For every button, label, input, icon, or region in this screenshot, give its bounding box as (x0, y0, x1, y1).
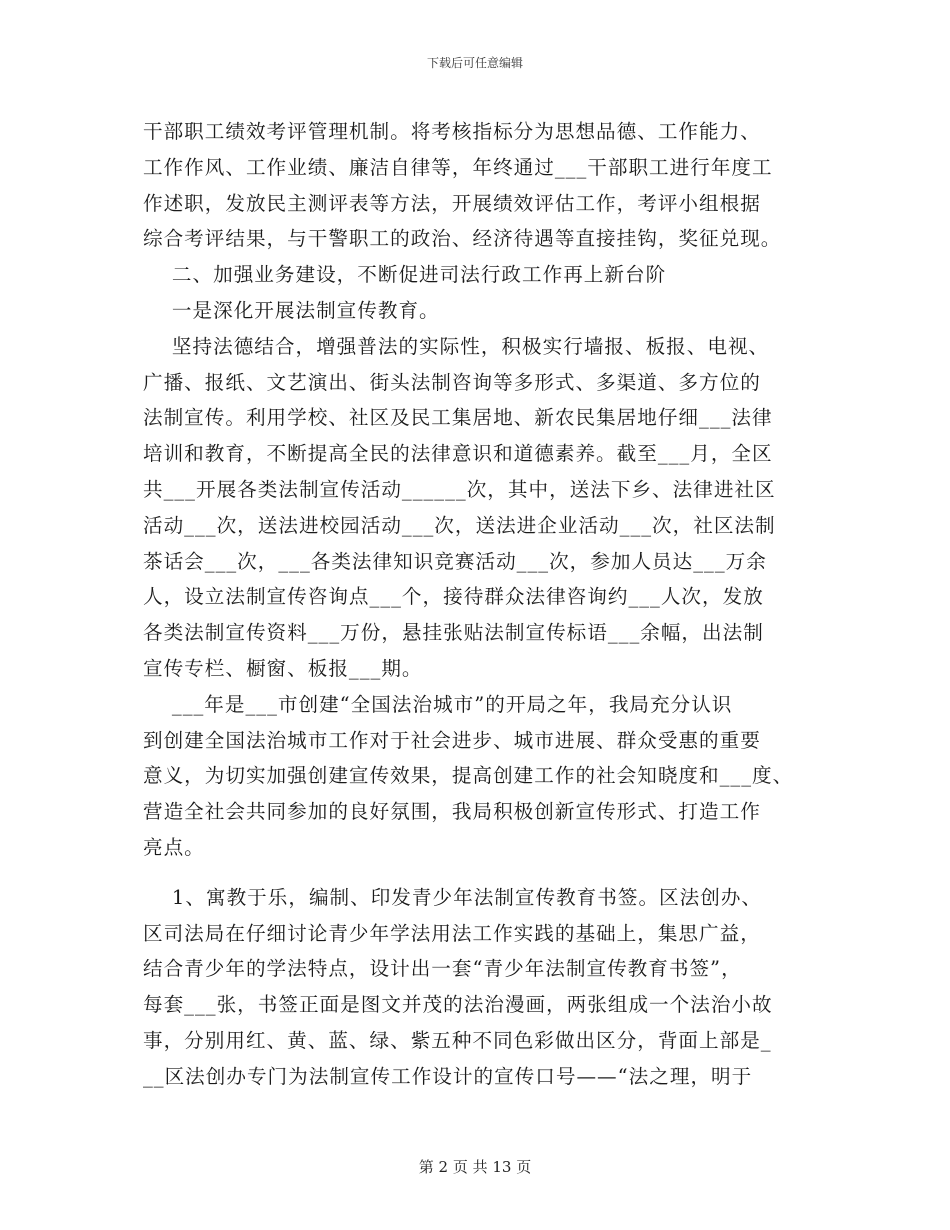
text-line: 各类法制宣传资料___万份，悬挂张贴法制宣传标语___余幅，出法制 (143, 621, 764, 645)
text-line: 共___开展各类法制宣传活动______次，其中，送法下乡、法律进社区 (143, 477, 776, 501)
text-line: ___年是___市创建“全国法治城市”的开局之年，我局充分认识 (143, 692, 733, 716)
text-line: 意义，为切实加强创建宣传效果，提高创建工作的社会知晓度和___度、 (143, 764, 794, 788)
text-line: 人，设立法制宣传咨询点___个，接待群众法律咨询约___人次，发放 (143, 585, 764, 609)
paragraph-gap (143, 866, 823, 880)
text-line: 工作作风、工作业绩、廉洁自律等，年终通过___干部职工进行年度工 (143, 155, 773, 179)
text-line: 坚持法德结合，增强普法的实际性，积极实行墙报、板报、电视、 (143, 334, 770, 358)
text-line: 事，分别用红、黄、蓝、绿、紫五种不同色彩做出区分，背面上部是_ (143, 1028, 772, 1052)
text-line: 结合青少年的学法特点，设计出一套“青少年法制宣传教育书签”， (143, 957, 742, 981)
text-line: 1、寓教于乐，编制、印发青少年法制宣传教育书签。区法创办、 (143, 885, 763, 909)
text-line: 培训和教育，不断提高全民的法律意识和道德素养。截至___月，全区 (143, 442, 773, 466)
text-line: 作述职，发放民主测评表等方法，开展绩效评估工作，考评小组根据 (143, 191, 761, 215)
text-line: 干部职工绩效考评管理机制。将考核指标分为思想品德、工作能力、 (143, 120, 761, 143)
text-line: 亮点。 (143, 835, 205, 859)
page-header: 下载后可任意编辑 (426, 56, 523, 70)
page-footer: 第 2 页 共 13 页 (418, 1158, 532, 1176)
text-line: 广播、报纸、文艺演出、街头法制咨询等多形式、多渠道、多方位的 (143, 370, 761, 394)
text-line: 活动___次，送法进校园活动___次，送法进企业活动___次，社区法制 (143, 513, 776, 537)
text-line: 宣传专栏、橱窗、板报___期。 (143, 656, 423, 680)
text-line: 每套___张，书签正面是图文并茂的法治漫画，两张组成一个法治小故 (143, 993, 773, 1017)
text-line: 区司法局在仔细讨论青少年学法用法工作实践的基础上，集思广益， (143, 921, 761, 945)
text-line: 综合考评结果，与干警职工的政治、经济待遇等直接挂钩，奖征兑现。 (143, 227, 782, 251)
document-body (143, 114, 823, 1095)
text-line: 营造全社会共同参加的良好氛围，我局积极创新宣传形式、打造工作 (143, 800, 761, 824)
text-line: 茶话会___次，___各类法律知识竞赛活动___次，参加人员达___万余 (143, 549, 767, 573)
text-line: 法制宣传。利用学校、社区及民工集居地、新农民集居地仔细___法律 (143, 406, 773, 430)
text-line: 到创建全国法治城市工作对于社会进步、城市进展、群众受惠的重要 (143, 728, 761, 752)
section-heading: 二、加强业务建设，不断促进司法行政工作再上新台阶 (143, 263, 667, 287)
text-line: __区法创办专门为法制宣传工作设计的宣传口号——“法之理，明于 (143, 1064, 753, 1088)
subsection-heading: 一是深化开展法制宣传教育。 (143, 298, 440, 322)
